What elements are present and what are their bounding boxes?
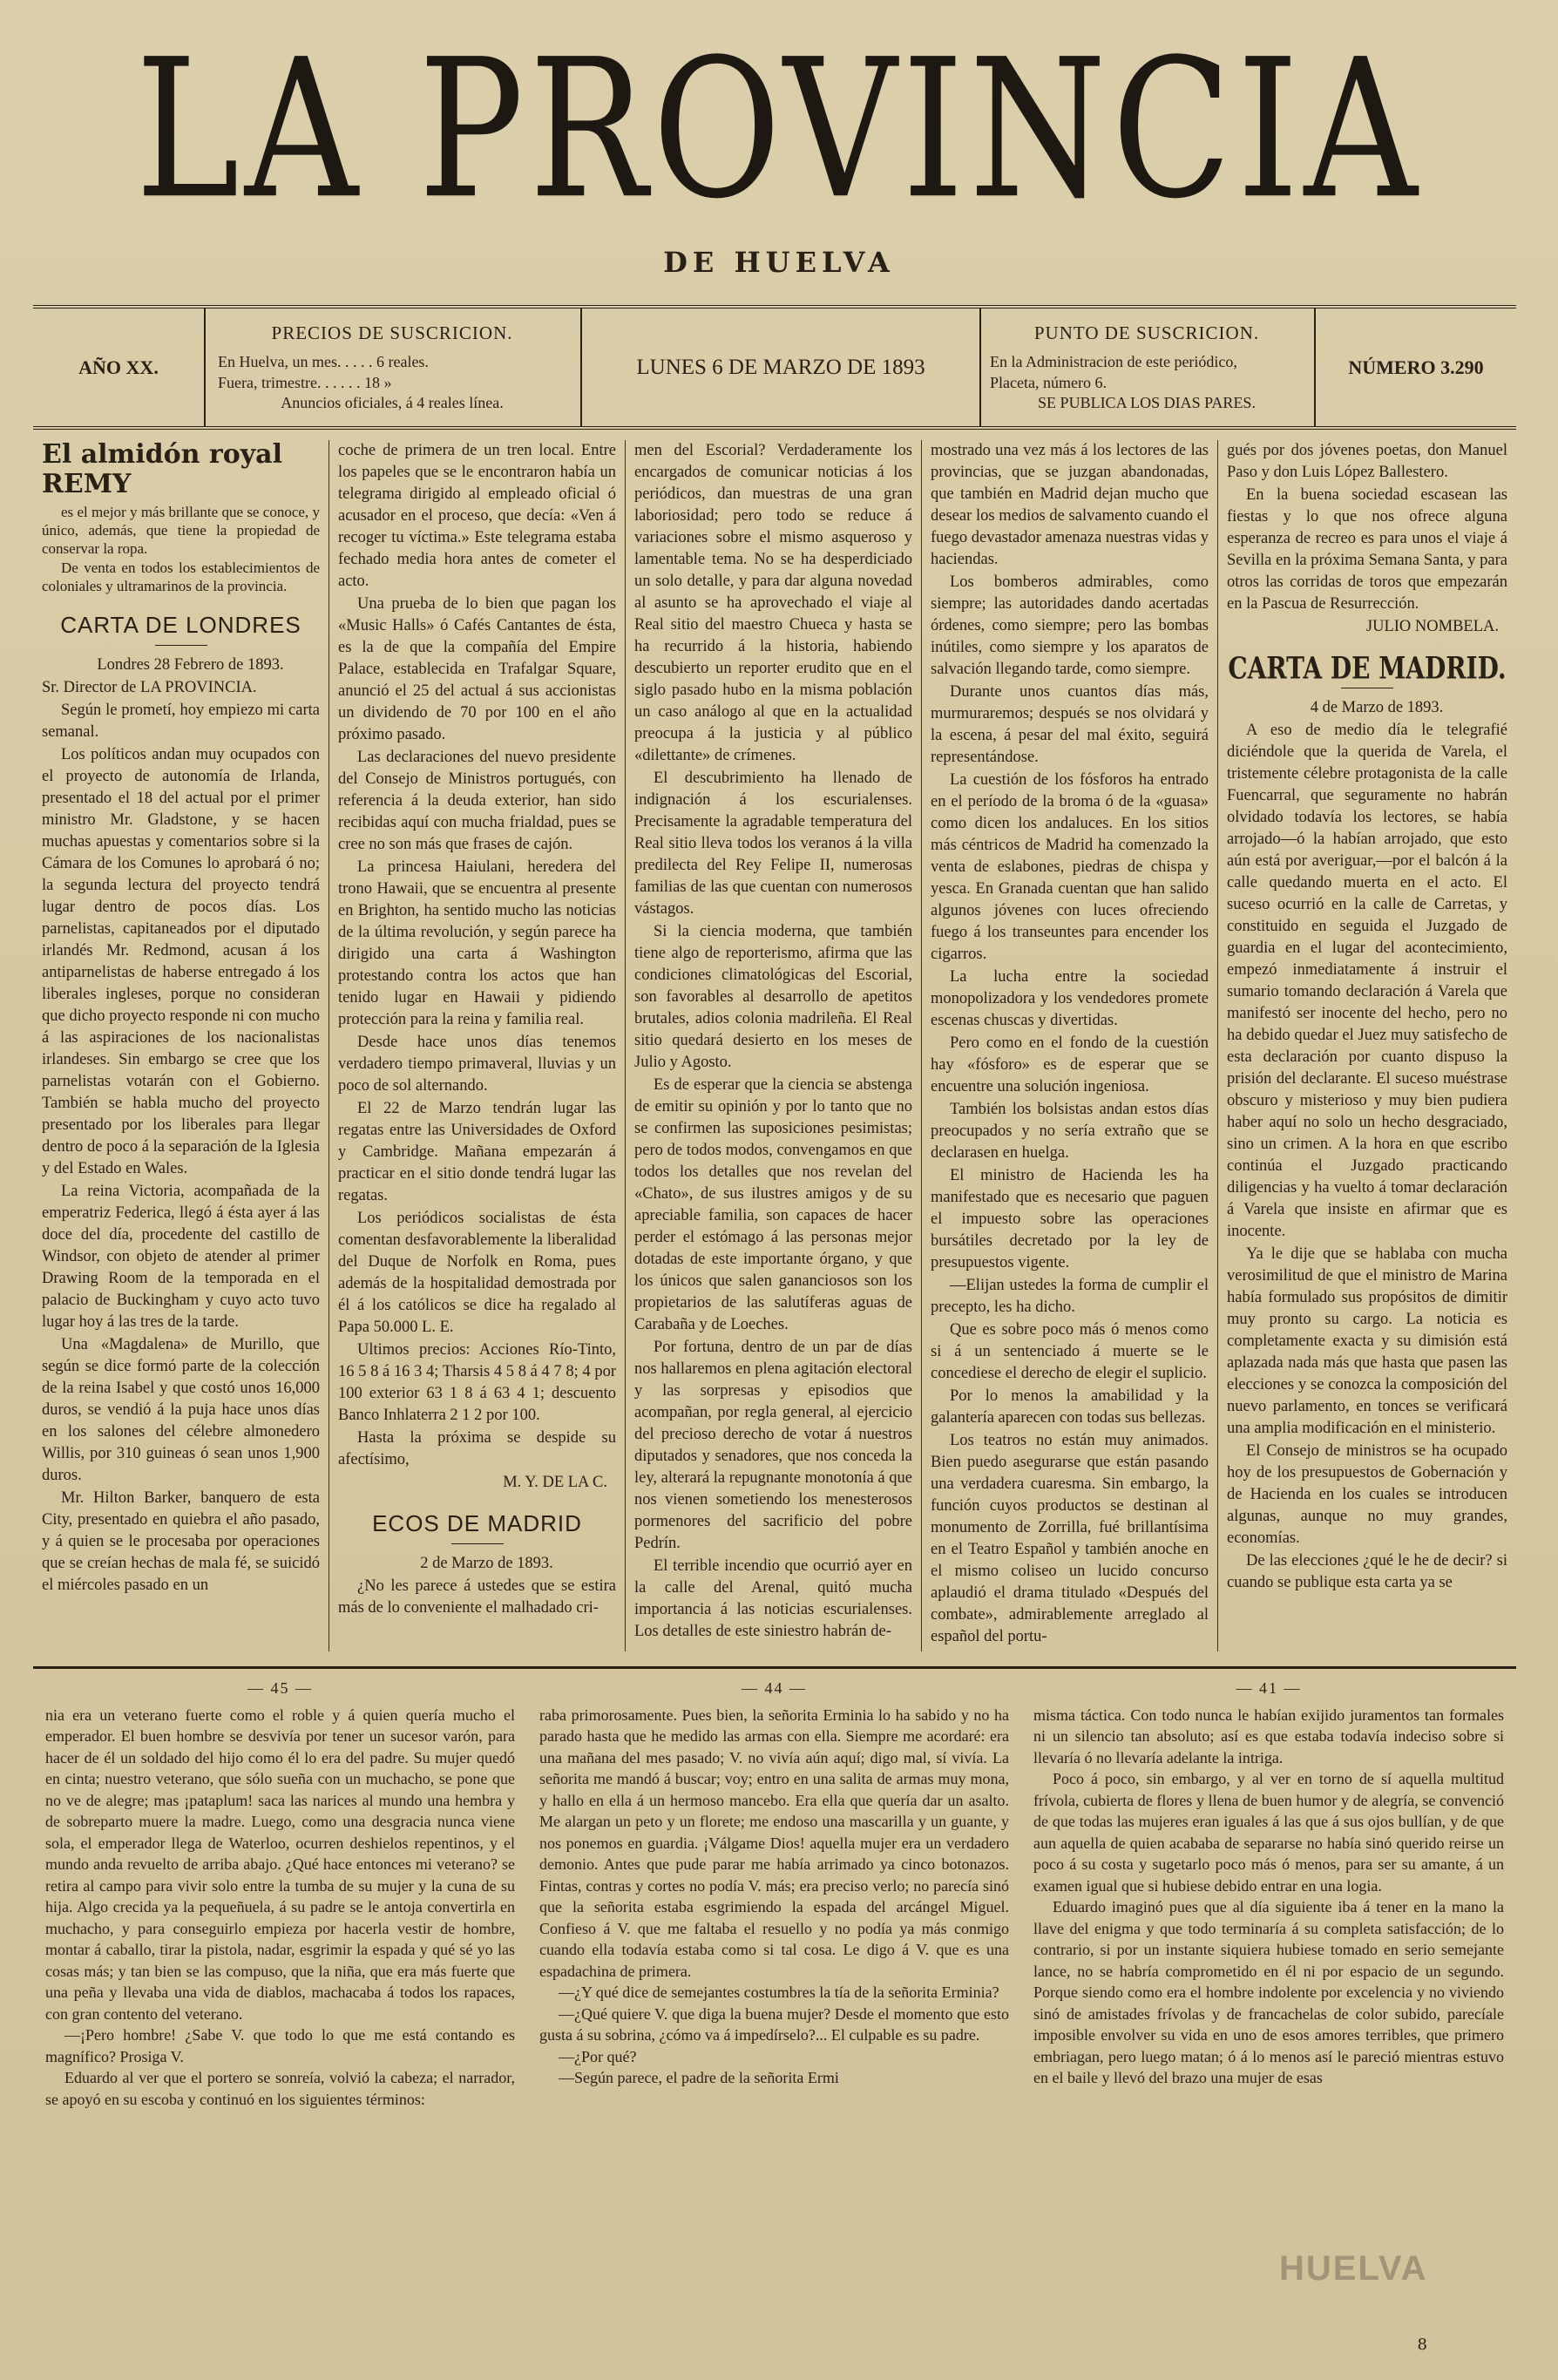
page-number: 8 bbox=[1417, 2336, 1427, 2354]
paragraph: Las declaraciones del nuevo presidente del Consejo de Ministros portugués, con referencia á la deuda exterior, han sido recibidas aquí con mucha frialdad, pues se cree no son más que frases de cajón. bbox=[338, 749, 616, 853]
paragraph: Durante unos cuantos días más, murmuraremos; después se nos olvidará y la escena, á pesar del mal éxito, seguirá representándose. bbox=[931, 683, 1209, 766]
advertisement-title: El almidón royal REMY bbox=[42, 440, 283, 499]
paragraph: La cuestión de los fósforos ha entrado en el período de la broma ó de la «guasa» como dicen los andaluces. En los sitios más céntricos de Madrid ha comenzado la venta de eslabones, piedras de chispa y yesca. En Granada cuentan que han salido algunos jóvenes con luces ofreciendo fuego á los transeuntes para encender los cigarros. bbox=[931, 771, 1209, 963]
paragraph: —¡Pero hombre! ¿Sabe V. que todo lo que me está contando es magnífico? Prosiga V. bbox=[45, 2026, 515, 2065]
column-1 bbox=[33, 440, 329, 1651]
subscription-cell bbox=[979, 309, 1316, 426]
column-2 bbox=[329, 440, 626, 1651]
paragraph: coche de primera de un tren local. Entre los papeles que se le encontraron había un telegrama dirigido al empleado oficial ó acusador en el proceso, que decía: «Ven á recoger tu víctima.» Este telegrama estaba fechado media hora antes de cometer el acto. bbox=[338, 442, 616, 590]
paragraph: misma táctica. Con todo nunca le habían exijido juramentos tan formales ni un silencio tan absoluto; así es que estaba todavía indeciso sobre si llevaría ó no llevaría adelante la intriga. bbox=[1033, 1705, 1504, 1766]
paragraph: Ya le dije que se hablaba con mucha verosimilitud de que el ministro de Marina había formulado sus propósitos de dimitir muy pronto su cargo. La noticia es completamente exacta y su dimisión está aplazada nada más que hasta que pasen las elecciones y se conozca la composición del nuevo parlamento, en tonces se verificará una amplia modificación en el ministerio. bbox=[1227, 1245, 1507, 1437]
paragraph: Mr. Hilton Barker, banquero de esta City, presentado en quiebra el año pasado, y á quien se le procesaba por operaciones que se creían hechas de mala fé, se suicidó el miércoles pasado en un bbox=[42, 1489, 320, 1594]
paragraph: Los políticos andan muy ocupados con el proyecto de autonomía de Irlanda, presentado el 18 del actual por el primer ministro Mr. Gladstone, y se hacen muchas apuestas y comentarios sobre si la Cámara de los Comunes lo aprobará ó no; la segunda lectura del proyecto tendrá lugar dentro de pocos días. Los parnelistas, capitaneados por el diputado irlandés Mr. Redmond, acusan á los antiparnelistas de haberse entregado á los liberales ingleses, porque no consideran que dicho proyecto responde ni con mucho á las aspiraciones de los nacionalistas irlandeses. Sin embargo se cree que los parnelistas votarán con el Gobierno. También se habla mucho del proyecto presentado por los liberales para llegar dentro de poco á la separación de la Iglesia y del Estado en Wales. bbox=[42, 746, 320, 1177]
subscription-title: PUNTO DE SUSCRICION. bbox=[1033, 322, 1260, 343]
paragraph: La lucha entre la sociedad monopolizadora y los vendedores promete escenas chuscas y divertidas. bbox=[931, 968, 1209, 1029]
folletin-column-1 bbox=[33, 1678, 527, 2366]
number-cell bbox=[1316, 309, 1516, 426]
section-heading: ECOS DE MADRID bbox=[372, 1510, 582, 1536]
paragraph: —¿Por qué? bbox=[559, 2047, 637, 2065]
subscription-line: En la Administracion de este periódico, bbox=[990, 353, 1237, 370]
paragraph: Eduardo imaginó pues que al día siguiente iba á tener en la mano la llave del enigma y que todo terminaría á su completa satisfacción; de lo contrario, si por un instante siquiera hubiese tomado en serio semejante lance, no se habría comprometido en él ni por espacio de un segundo. Porque siendo como era el hombre indolente por excelencia y no viviendo sinó de amistades frívolas y de francachelas de color subido, parecíale imposible envolver su vida en uno de esos amores terribles, que primero embriagan, pero luego matan; ó á lo menos así le pareció mientras estuvo en el baile y llevó del brazo una mujer de esas bbox=[1033, 1898, 1504, 2086]
paragraph: El 22 de Marzo tendrán lugar las regatas entre las Universidades de Oxford y Cambridge. Mañana empezarán á practicar en el sitio donde tendrá lugar las regatas. bbox=[338, 1100, 616, 1204]
paragraph: La reina Victoria, acompañada de la emperatriz Federica, llegó á ésta ayer á las doce del día, procedente del castillo de Windsor, con objeto de atender al primer Drawing Room de la temporada en el palacio de Buckingham y cuyo acto tuvo lugar hoy á las tres de la tarde. bbox=[42, 1183, 320, 1331]
paragraph: Pero como en el fondo de la cuestión hay «fósforo» es de esperar que se encuentre una solución ingeniosa. bbox=[931, 1034, 1209, 1095]
issue-date: LUNES 6 DE MARZO DE 1893 bbox=[636, 355, 925, 379]
column-4 bbox=[922, 440, 1218, 1651]
paragraph: —Según parece, el padre de la señorita Ermi bbox=[559, 2069, 839, 2086]
advertisement-text: De venta en todos los establecimientos de coloniales y ultramarinos de la provincia. bbox=[42, 559, 320, 594]
signature: JULIO NOMBELA. bbox=[1365, 618, 1499, 635]
paragraph: El descubrimiento ha llenado de indignación á los escurialenses. Precisamente la agradable temperatura del Real sitio lleva todos los veranos á la villa predilecta del Rey Felipe II, numerosas familias de las que cuentan con numerosos vástagos. bbox=[634, 770, 912, 918]
prices-title: PRECIOS DE SUSCRICION. bbox=[271, 322, 513, 343]
paragraph: En la buena sociedad escasean las fiestas y lo que nos ofrece alguna esperanza de recreo es para unos el viaje á Sevilla en la próxima Semana Santa, y para otros las corridas de toros que empezarán en la Pascua de Resurrección. bbox=[1227, 486, 1507, 613]
paragraph: Es de esperar que la ciencia se abstenga de emitir su opinión y por lo tanto que no se confirmen las suposiciones pesimistas; pero de todos modos, convengamos en que todos los detalles que nos revelan del «Chato», de sus ilustres amigos y de su apreciable familia, son capaces de hacer perder el estómago á las personas mejor dotadas de este importante órgano, y que los únicos que salen gananciosos son los propietarios de las salutíferas aguas de Carabaña y de Loeches. bbox=[634, 1076, 912, 1333]
paragraph: De las elecciones ¿qué le he de decir? si cuando se publique esta carta ya se bbox=[1227, 1552, 1507, 1591]
masthead-title: LA PROVINCIA bbox=[135, 18, 1423, 241]
folletin-divider bbox=[33, 1666, 1516, 1669]
column-5 bbox=[1218, 440, 1516, 1651]
paragraph: men del Escorial? Verdaderamente los encargados de comunicar noticias á los periódicos, dan muestras de una gran laboriosidad; pero todo se reduce á variaciones sobre el mismo asqueroso y lamentable tema. No se ha desperdiciado un solo detalle, y para dar alguna novedad al asunto se ha aprovechado el viaje al Real sitio del maestro Chueca y hasta se ha recurrido á la historia, habiendo descubierto un reporter erudito que en el siglo pasado hubo en la misma población un caso análogo al que en la actualidad preocupa á la justicia y al público «dilettante» de crímenes. bbox=[634, 442, 912, 764]
dateline: 4 de Marzo de 1893. bbox=[1310, 699, 1444, 716]
paragraph: Una prueba de lo bien que pagan los «Music Halls» ó Cafés Cantantes de ésta, es la de que la compañía del Empire Palace, establecida en Trafalgar Square, anunció el 25 del actual á sus accionistas un dividendo de 70 por 100 en el año próximo pasado. bbox=[338, 595, 616, 743]
paragraph: El terrible incendio que ocurrió ayer en la calle del Arenal, quitó mucha importancia á las noticias escurialenses. Los detalles de este siniestro habrán de- bbox=[634, 1557, 912, 1640]
paragraph: Si la ciencia moderna, que también tiene algo de reporterismo, afirma que las condiciones climatológicas del Escorial, son favorables al desarrollo de apetitos brutales, adios colonia madrileña. El Real sitio quedará desierto en los meses de Julio y Agosto. bbox=[634, 923, 912, 1071]
folletin-page-number: — 45 — bbox=[247, 1679, 313, 1697]
paragraph: Hasta la próxima se despide su afectísimo, bbox=[338, 1429, 616, 1468]
column-3 bbox=[626, 440, 922, 1651]
prices-line: Fuera, trimestre. . . . . . 18 » bbox=[218, 373, 392, 391]
paragraph: Eduardo al ver que el portero se sonreía, volvió la cabeza; el narrador, se apoyó en su escoba y continuó en los siguientes términos: bbox=[45, 2069, 515, 2108]
paragraph: raba primorosamente. Pues bien, la señorita Erminia lo ha sabido y no ha parado hasta que he medido las armas con ella. Siempre me acordaré: era una mañana del mes pasado; V. no vivía aún aquí; digo mal, sí vivía. La señorita me mandó á buscar; voy; entro en una salita de armas muy mona, y hallo en ella á un hermoso mancebo. Era ella que quería dar un asalto. Me alargan un peto y un florete; me endoso una mascarilla y un guante, y nos ponemos en guardia. ¡Válgame Dios! aquella mujer era un verdadero demonio. Antes que pude parar me había arrimado ya cinco botonazos. Fintas, contras y cortes no podía V. más; era preciso verlo; no parecía sinó que la señorita estaba esgrimiendo la espada del arcángel Miguel. Confieso á V. que me faltaba el resuello y no podía ya más conmigo cuando ella todavía estaba como si tal cosa. Le digo á V. que es una espadachina de primera. bbox=[539, 1705, 1009, 1980]
paragraph: Que es sobre poco más ó menos como si á un sentenciado á muerte se le concediese el derecho de elegir el suplicio. bbox=[931, 1321, 1209, 1382]
paragraph: —¿Qué quiere V. que diga la buena mujer? Desde el momento que esto gusta á su sobrina, ¿cómo va á impedírselo?... El culpable es su padre. bbox=[539, 2004, 1009, 2044]
section-heading: CARTA DE MADRID. bbox=[1228, 649, 1507, 687]
paragraph: Poco á poco, sin embargo, y al ver en torno de sí aquella multitud frívola, cubierta de flores y llena de buen humor y de alegría, se convenció de que todas las mujeres eran iguales á las que á sus ojos bullían, y de que aun aquella de quien acababa de separarse no había sinó querido reirse un poco á su costa y sugetarlo poco más ó menos, para ser su amante, á un examen igual que si hubiese debido entrar en una logia. bbox=[1033, 1770, 1504, 1895]
paragraph: Por lo menos la amabilidad y la galantería aparecen con todas sus bellezas. bbox=[931, 1387, 1209, 1427]
paragraph: La princesa Haiulani, heredera del trono Hawaii, que se encuentra al presente en Brighton, ha sentido mucho las noticias de la última revolución, y según parece ha dirigido una carta á Washington protestando contra los actos que han tenido lugar en Hawaii y pidiendo protección para la reina y familia real. bbox=[338, 858, 616, 1028]
paragraph: nia era un veterano fuerte como el roble y á quien quería mucho el emperador. El buen hombre se desvivía por tener un sucesor varón, para hacer de él un soldado del hijo como él lo era del padre. Su mujer quedó en cinta; nuestro veterano, que sólo sueña con un muchacho, se pone que no ve de alegre; mas ¡pataplum! saca las narices al mundo una hembra y de sobreparto muere la madre. Luego, como una desgracia nunca viene sola, el emperador llega de Waterloo, ocurren deshielos repentinos, y el mundo anda revuelto de arriba abajo. ¿Qué hace entonces mi veterano? se retira al campo para vivir solo entre la tumba de su mujer y la cuna de su hija. Algo crecida ya la pequeñuela, á su padre se le antoja convertirla en muchacho, y para conseguirlo empieza por hacerla vestir de hombre, montar á caballo, tirar la pistola, nadar, esgrimir la espada y qué sé yo las cosas más; y tan bien se las compuso, que la niña, que era más fuerte que una peña y llevaba una vida de diablos, machacaba á todos los rapaces, con gran contento del veterano. bbox=[45, 1705, 515, 2023]
paragraph: Según le prometí, hoy empiezo mi carta semanal. bbox=[42, 702, 320, 741]
paragraph: A eso de medio día le telegrafié diciéndole que la querida de Varela, el tristemente célebre protagonista de la calle Fuencarral, que seguramente no habrán olvidado todavía los lectores, se había arrojado—ó la habían arrojado, que esto aún está por averiguar,—por el balcón á la calle quedando muerta en el acto. El suceso ocurrió en la calle de Carretas, y constituido en seguida el Juzgado de guardia en el lugar del acontecimiento, empezó inmediatamente á instruir el sumario tomando declaración á Varela que manifestó ser inocente del hecho, pero no ha debido quedar el Juez muy satisfecho de esta declaración por cuanto dispuso la prisión del declarante. El suceso muéstrase obscuro y misterioso y muy bien pudiera haber aquí no solo un hecho desgraciado, sino un crimen. A la hora en que escribo continúa el Juzgado practicando diligencias y ha vuelto á tomar declaración á Varela que insiste en afirmar que es inocente. bbox=[1227, 722, 1507, 1240]
folletin-column-2 bbox=[527, 1678, 1021, 2366]
prices-line: Anuncios oficiales, á 4 reales línea. bbox=[281, 394, 504, 412]
paragraph: gués por dos jóvenes poetas, don Manuel Paso y don Luis López Ballestero. bbox=[1227, 442, 1507, 481]
dateline: 2 de Marzo de 1893. bbox=[420, 1555, 553, 1572]
info-band bbox=[33, 305, 1516, 430]
date-cell bbox=[582, 309, 981, 426]
paragraph: —Elijan ustedes la forma de cumplir el precepto, les ha dicho. bbox=[931, 1277, 1209, 1316]
paragraph: Los bomberos admirables, como siempre; las autoridades dando acertadas órdenes, como siempre; pero las bombas inútiles, como siempre y los aparatos de salvación llegando tarde, como siempre. bbox=[931, 573, 1209, 678]
paragraph: —¿Y qué dice de semejantes costumbres la tía de la señorita Erminia? bbox=[559, 1983, 999, 2001]
salutation: Sr. Director de LA PROVINCIA. bbox=[42, 679, 257, 696]
paragraph: ¿No les parece á ustedes que se estira más de lo conveniente el malhadado cri- bbox=[338, 1577, 616, 1617]
paragraph: mostrado una vez más á los lectores de las provincias, que se juzgan abandonadas, que también en Madrid dejan mucho que desear los medios de salvamento cuando el fuego devastador amenaza nuestras vidas y haciendas. bbox=[931, 442, 1209, 568]
advertisement-text: es el mejor y más brillante que se conoce, y único, además, que tiene la propiedad de conservar la ropa. bbox=[42, 504, 320, 557]
folletin-page-number: — 41 — bbox=[1236, 1679, 1302, 1697]
prices-line: En Huelva, un mes. . . . . 6 reales. bbox=[218, 353, 429, 370]
front-columns bbox=[33, 440, 1516, 1651]
paragraph: Por fortuna, dentro de un par de días nos hallaremos en plena agitación electoral y las sorpresas y episodios que acompañan, por regla general, al ejercicio del precioso derecho de votar á nuestros diputados y senadores, que nos conceda la ley, alterará la repugnante monotonía á que nos vienen sometiendo los menesterosos pormenores del sacrificio del pobre Pedrín. bbox=[634, 1339, 912, 1552]
section-rule bbox=[451, 1543, 504, 1544]
dateline: Londres 28 Febrero de 1893. bbox=[97, 656, 284, 674]
paragraph: Los periódicos socialistas de ésta comentan desfavorablemente la liberalidad del Duque de Norfolk en Roma, pues además de la hospitalidad demostrada por él á los católicos se dice ha regalado al Papa 50.000 L. E. bbox=[338, 1210, 616, 1336]
subscription-line: Placeta, número 6. bbox=[990, 373, 1107, 391]
paragraph: Los teatros no están muy animados. Bien puedo asegurarse que están pasando una verdadera cuaresma. Sin embargo, la función cuyos productos se destinan al monumento de Zorrilla, fué brillantísima en el Teatro Español y también anoche en el mismo coliseo un lucido concurso aplaudió el drama titulado «Después del combate», admirablemente arreglado al español del portu- bbox=[931, 1432, 1209, 1645]
prices-cell bbox=[204, 309, 582, 426]
signature: M. Y. DE LA C. bbox=[503, 1474, 607, 1491]
paragraph: El ministro de Hacienda les ha manifestado que es necesario que paguen el impuesto sobre las operaciones bursátiles decretado por la ley de presupuestos vigente. bbox=[931, 1167, 1209, 1271]
section-heading: CARTA DE LONDRES bbox=[60, 612, 301, 638]
folletin-page-number: — 44 — bbox=[742, 1679, 807, 1697]
year-label: AÑO XX. bbox=[78, 356, 159, 378]
library-stamp bbox=[1279, 2249, 1506, 2345]
year-cell bbox=[33, 309, 206, 426]
paragraph: Ultimos precios: Acciones Río-Tinto, 16 5 8 á 16 3 4; Tharsis 4 5 8 á 4 7 8; 4 por 100 exterior 63 1 8 á 63 4 1; descuento Banco Inhlaterra 2 1 2 por 100. bbox=[338, 1341, 616, 1424]
paragraph: Una «Magdalena» de Murillo, que según se dice formó parte de la colección de la reina Isabel y que costó unos 16,000 duros, se vendió á la puja hace unos días en los salones del célebre almonedero Willis, por 310 guineas ó sean unos 1,900 duros. bbox=[42, 1336, 320, 1484]
section-rule bbox=[155, 645, 207, 646]
stamp-text: HUELVA bbox=[1279, 2249, 1428, 2288]
subscription-line: SE PUBLICA LOS DIAS PARES. bbox=[1038, 394, 1256, 412]
paragraph: Desde hace unos días tenemos verdadero tiempo primaveral, lluvias y un poco de sol alternando. bbox=[338, 1034, 616, 1095]
paragraph: También los bolsistas andan estos días preocupados y no sería extraño que se declarasen en huelga. bbox=[931, 1101, 1209, 1162]
masthead-subtitle: DE HUELVA bbox=[663, 246, 895, 279]
paragraph: El Consejo de ministros se ha ocupado hoy de los presupuestos de Gobernación y de Hacienda en los cuales se introducen algunas, aunque no muy grandes, economías. bbox=[1227, 1442, 1507, 1547]
issue-number: NÚMERO 3.290 bbox=[1348, 356, 1484, 378]
